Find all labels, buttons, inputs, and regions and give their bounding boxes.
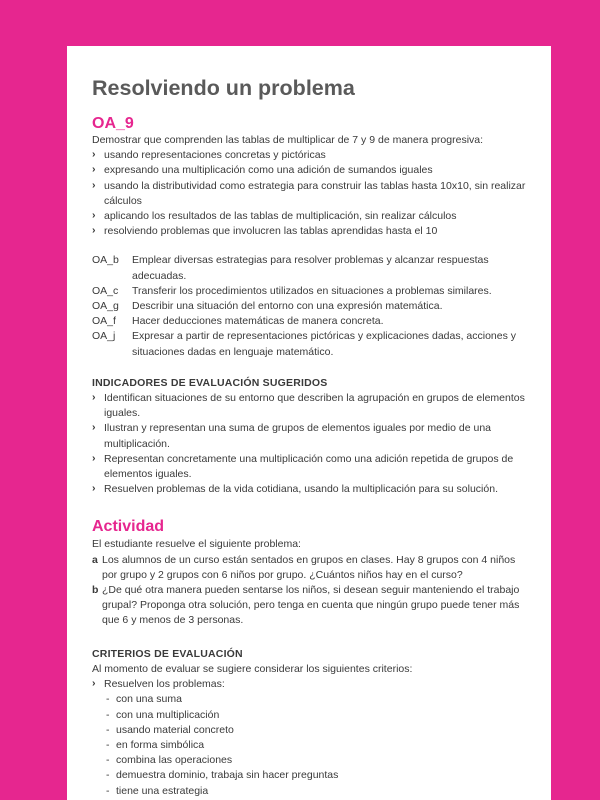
criteria-subitem: - en forma simbólica [104, 738, 527, 753]
indicator-item: › Ilustran y representan una suma de grupos de elementos iguales por medio de una multiplicación. [92, 421, 527, 451]
criteria-heading: CRITERIOS DE EVALUACIÓN [92, 647, 243, 660]
objective-code: OA_9 [92, 115, 134, 132]
criteria-list [92, 677, 527, 692]
objective-item: › usando la distributividad como estrategia para construir las tablas hasta 10x10, sin realizar cálculos [92, 179, 527, 209]
criteria-subitem: - demuestra dominio, trabaja sin hacer preguntas [104, 768, 527, 783]
criteria-subitem: - combina las operaciones [104, 753, 527, 768]
criteria-item: › Resuelven los problemas: [92, 677, 527, 692]
skill-description: Transferir los procedimientos utilizados en situaciones a problemas similares. [132, 284, 492, 297]
skill-row [92, 314, 527, 329]
item-text: ¿De qué otra manera pueden sentarse los niños, si desean seguir manteniendo el trabajo grupal? Proponga otra solución, pero tenga en cuenta que ningún grupo puede tener más que 6 y menos de 3 personas. [102, 584, 520, 627]
skill-row [92, 284, 527, 299]
skill-row [92, 253, 527, 283]
activity-item [92, 583, 527, 629]
skills-list [92, 253, 527, 359]
item-marker: b [92, 584, 99, 597]
criteria-intro: Al momento de evaluar se sugiere considerar los siguientes criterios: [92, 662, 413, 675]
skill-code: OA_f [92, 315, 116, 328]
indicators-heading: INDICADORES DE EVALUACIÓN SUGERIDOS [92, 376, 328, 389]
skill-description: Describir una situación del entorno con una expresión matemática. [132, 300, 443, 313]
indicator-item: › Representan concretamente una multiplicación como una adición repetida de grupos de elementos iguales. [92, 452, 527, 482]
objective-item: › expresando una multiplicación como una adición de sumandos iguales [92, 163, 527, 178]
skill-description: Emplear diversas estrategias para resolver problemas y alcanzar respuestas adecuadas. [132, 254, 489, 282]
skill-row [92, 329, 527, 359]
skill-code: OA_g [92, 300, 119, 313]
activity-item [92, 553, 527, 583]
skill-description: Hacer deducciones matemáticas de manera concreta. [132, 315, 384, 328]
activity-heading: Actividad [92, 518, 165, 536]
criteria-subitem: - usando material concreto [104, 723, 527, 738]
item-marker: a [92, 553, 98, 566]
objective-intro: Demostrar que comprenden las tablas de multiplicar de 7 y 9 de manera progresiva: [92, 134, 484, 146]
criteria-subitem: - tiene una estrategia [104, 784, 527, 799]
indicator-item: › Resuelven problemas de la vida cotidiana, usando la multiplicación para su solución. [92, 482, 527, 497]
objective-item: › aplicando los resultados de las tablas de multiplicación, sin realizar cálculos [92, 209, 527, 224]
objective-item: › usando representaciones concretas y pictóricas [92, 148, 527, 163]
criteria-subitem: - con una suma [104, 692, 527, 707]
activity-list [92, 553, 527, 629]
skill-description: Expresar a partir de representaciones pictóricas y explicaciones dadas, acciones y situaciones dadas en lenguaje matemático. [132, 330, 517, 358]
criteria-sublist [92, 692, 527, 798]
skill-code: OA_c [92, 284, 119, 297]
worksheet-page [67, 46, 551, 800]
page-title: Resolviendo un problema [92, 76, 355, 100]
criteria-subitem: - con una multiplicación [104, 708, 527, 723]
activity-intro: El estudiante resuelve el siguiente problema: [92, 538, 301, 551]
indicators-list [92, 391, 527, 497]
objective-item: › resolviendo problemas que involucren las tablas aprendidas hasta el 10 [92, 224, 527, 239]
indicator-item: › Identifican situaciones de su entorno que describen la agrupación en grupos de elementos iguales. [92, 391, 527, 421]
skill-code: OA_j [92, 330, 116, 343]
item-text: Los alumnos de un curso están sentados en grupos en clases. Hay 8 grupos con 4 niños por grupo y 2 grupos con 6 niños por grupo. ¿Cuántos niños hay en el curso? [102, 553, 516, 581]
objective-list [92, 148, 527, 239]
skill-row [92, 299, 527, 314]
skill-code: OA_b [92, 254, 119, 267]
